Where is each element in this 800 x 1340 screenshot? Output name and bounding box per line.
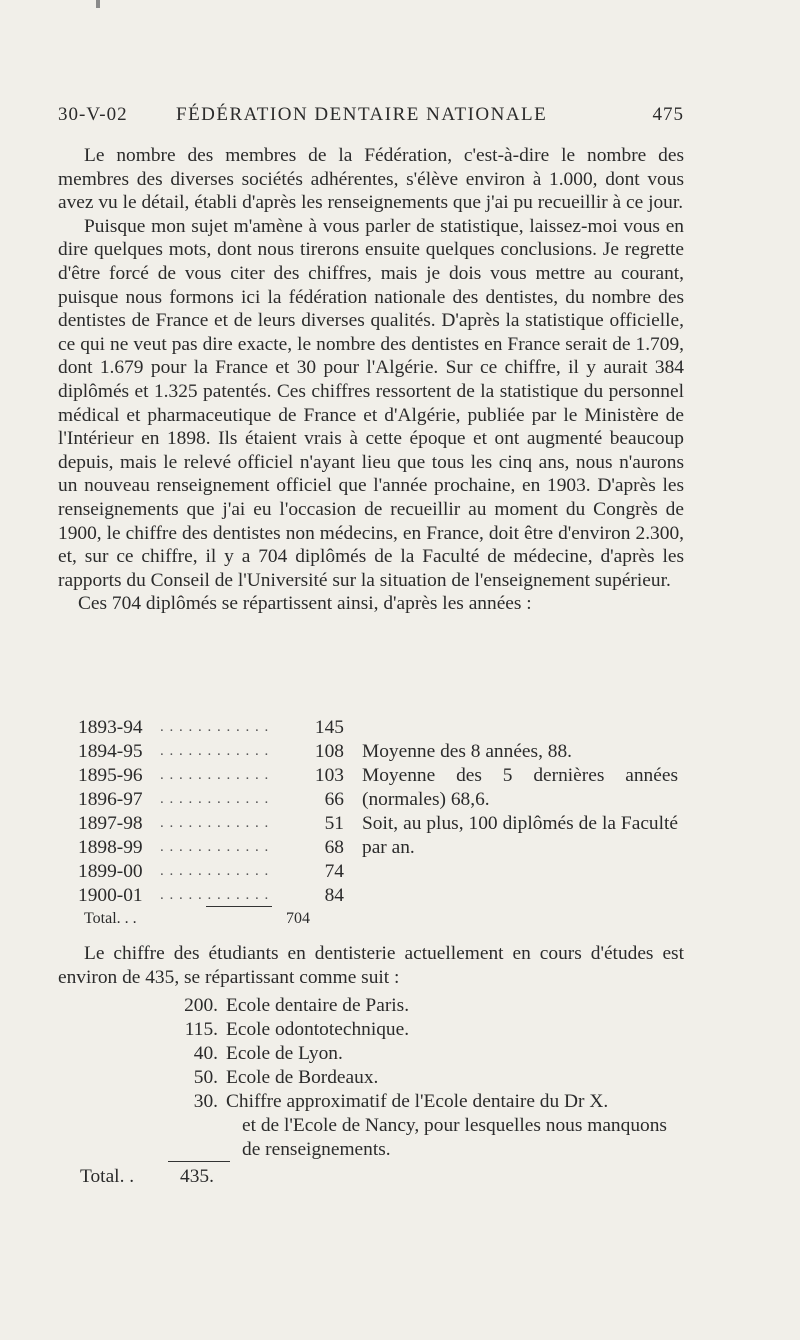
- table-row: [78, 860, 358, 884]
- school-name: Chiffre approximatif de l'Ecole dentaire du Dr X.: [226, 1091, 609, 1112]
- year-label: 1897-98: [78, 813, 143, 834]
- year-count: 51: [324, 813, 344, 834]
- year-label: 1893-94: [78, 717, 143, 738]
- year-label: 1898-99: [78, 837, 143, 858]
- page-number: 475: [652, 104, 684, 125]
- page-edge-mark: [96, 0, 100, 8]
- paragraph-statistics: Puisque mon sujet m'amène à vous parler de statistique, laissez-moi vous en dire quelques mots, dont nous tirerons ensuite quelques conclusions. Je regrette d'être forcé de vous citer des chiffres, mais je dois vous mettre au courant, puisque nous formons ici la fédération nationale des dentistes, du nombre des dentistes de France et de leurs diverses qualités. D'après la statistique officielle, ce qui ne veut pas dire exacte, le nombre des dentistes en France serait de 1.709, dont 1.679 pour la France et 30 pour l'Algérie. Sur ce chiffre, il y aurait 384 diplômés et 1.325 patentés. Ces chiffres ressortent de la statistique du personnel médical et pharmaceutique de France et d'Algérie, publiée par le Ministère de l'Intérieur en 1898. Ils étaient vrais à cette époque et ont augmenté beaucoup depuis, mais le relevé officiel n'ayant lieu que tous les cinq ans, nous n'aurons un nouveau renseignement officiel que l'année prochaine, en 1903. D'après les renseignements que j'ai eu l'occasion de recueillir au moment du Congrès de 1900, le chiffre des dentistes non médecins, en France, doit être d'environ 2.300, et, sur ce chiffre, il y a 704 diplômés de la Faculté de médecine, d'après les rapports du Conseil de l'Université sur la situation de l'enseignement supérieur.: [58, 215, 684, 591]
- school-name: Ecole de Lyon.: [226, 1043, 343, 1064]
- year-label: 1896-97: [78, 789, 143, 810]
- running-header: [58, 104, 684, 134]
- year-label: 1899-00: [78, 861, 143, 882]
- list-item: [160, 1090, 690, 1114]
- note-average-5-years: Moyenne des 5 dernières années (normales) 68,6.: [362, 765, 678, 810]
- school-name: Ecole dentaire de Paris.: [226, 995, 410, 1016]
- leader-dots: . . . . . . . . . . . .: [160, 887, 270, 903]
- body-text: [58, 144, 684, 616]
- school-count: 40.: [193, 1043, 218, 1064]
- leader-dots: . . . . . . . . . . . .: [160, 767, 270, 783]
- schools-list: [160, 994, 690, 1162]
- header-title: FÉDÉRATION DENTAIRE NATIONALE: [176, 104, 548, 125]
- list-item: [160, 1018, 690, 1042]
- table-row: [78, 884, 358, 908]
- total-value: 704: [286, 910, 310, 927]
- school-count: 115.: [184, 1019, 218, 1040]
- total-rule: [206, 906, 272, 907]
- school-continuation: et de l'Ecole de Nancy, pour lesquelles nous manquons de renseignements.: [242, 1115, 667, 1160]
- schools-total-value: 435.: [180, 1166, 214, 1187]
- school-count: 30.: [193, 1091, 218, 1112]
- schools-total-label: Total. .: [80, 1166, 135, 1187]
- year-label: 1895-96: [78, 765, 143, 786]
- year-label: 1900-01: [78, 885, 143, 906]
- paragraph-distribution-intro: Ces 704 diplômés se répartissent ainsi, d'après les années :: [78, 593, 532, 615]
- school-name: Ecole odontotechnique.: [226, 1019, 410, 1040]
- leader-dots: . . . . . . . . . . . .: [160, 863, 270, 879]
- list-item: [160, 994, 690, 1018]
- leader-dots: . . . . . . . . . . . .: [160, 815, 270, 831]
- leader-dots: . . . . . . . . . . . .: [160, 791, 270, 807]
- header-date: 30-V-02: [58, 104, 128, 125]
- year-label: 1894-95: [78, 741, 143, 762]
- table-row: [78, 836, 358, 860]
- leader-dots: . . . . . . . . . . . .: [160, 839, 270, 855]
- year-count: 74: [324, 861, 344, 882]
- year-count: 66: [324, 789, 344, 810]
- year-count: 84: [324, 885, 344, 906]
- year-count: 108: [314, 741, 344, 762]
- list-item: [160, 1042, 690, 1066]
- paragraph-members: Le nombre des membres de la Fédération, c'est-à-dire le nombre des membres des diverses sociétés adhérentes, s'élève environ à 1.000, dont vous avez vu le détail, établi d'après les renseignements que j'ai pu recueillir à ce jour.: [58, 145, 684, 214]
- students-text: [58, 942, 684, 989]
- year-count: 145: [314, 717, 344, 738]
- table-row: [78, 740, 358, 764]
- table-row: [78, 812, 358, 836]
- note-average-8-years: Moyenne des 8 années, 88.: [362, 741, 573, 762]
- total-label: Total. . .: [84, 910, 137, 927]
- school-count: 200.: [184, 995, 218, 1016]
- table-row: [78, 716, 358, 740]
- list-item: [160, 1066, 690, 1090]
- year-count: 68: [324, 837, 344, 858]
- table-row: [78, 764, 358, 788]
- schools-total-rule: [168, 1161, 230, 1162]
- table-row: [78, 788, 358, 812]
- leader-dots: . . . . . . . . . . . .: [160, 719, 270, 735]
- paragraph-students: Le chiffre des étudiants en dentisterie actuellement en cours d'études est environ de 435, se répartissant comme suit :: [58, 943, 684, 988]
- school-name: Ecole de Bordeaux.: [226, 1067, 379, 1088]
- year-count: 103: [314, 765, 344, 786]
- school-count: 50.: [193, 1067, 218, 1088]
- leader-dots: . . . . . . . . . . . .: [160, 743, 270, 759]
- note-per-year: Soit, au plus, 100 diplômés de la Faculté par an.: [362, 813, 678, 858]
